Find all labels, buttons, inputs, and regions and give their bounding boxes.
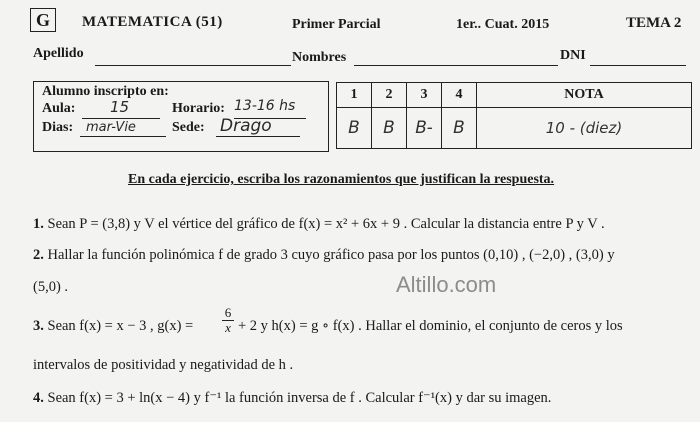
grade-value-row [337, 108, 692, 149]
exercise-3-text-b: + 2 y h(x) = g ∘ f(x) . Hallar el dominio, el conjunto de ceros y los [238, 318, 623, 334]
nota-header: NOTA [477, 83, 692, 108]
fraction-denominator: x [222, 320, 234, 335]
apellido-label: Apellido [33, 46, 84, 61]
exercise-3-line2: intervalos de positividad y negatividad de h . [33, 357, 294, 373]
exam-term: 1er.. Cuat. 2015 [456, 17, 550, 32]
exercise-4 [33, 390, 551, 407]
sede-value: Drago [220, 116, 272, 136]
instruction-text: En cada ejercicio, escriba los razonamientos que justifican la respuesta. [128, 172, 555, 187]
dias-line [80, 136, 166, 137]
exercise-2-number: 2. [33, 247, 44, 263]
exercise-3-text-a: Sean f(x) = x − 3 , g(x) = [47, 318, 194, 334]
watermark-text: Altillo.com [396, 272, 497, 297]
nombres-label: Nombres [292, 50, 347, 65]
nombres-line [354, 65, 558, 66]
dni-label: DNI [560, 48, 586, 63]
exercise-1-text: Sean P = (3,8) y V el vértice del gráfico de f(x) = x² + 6x + 9 . Calcular la distancia entre P y V . [47, 216, 605, 232]
fraction [222, 306, 234, 335]
grade-value-3: B- [407, 108, 442, 149]
tema-label: TEMA 2 [626, 15, 682, 31]
tema-letter-box: G [30, 8, 56, 32]
exercise-4-text: Sean f(x) = 3 + ln(x − 4) y f⁻¹ la función inversa de f . Calcular f⁻¹(x) y dar su imagen. [47, 390, 552, 406]
sede-label: Sede: [172, 120, 205, 135]
nota-value: 10 - (diez) [477, 108, 692, 149]
exercise-1-number: 1. [33, 216, 44, 232]
exercise-2-line2: (5,0) . [33, 279, 69, 295]
grade-value-1: B [337, 108, 372, 149]
apellido-line [95, 65, 291, 66]
exercise-2-text: Hallar la función polinómica f de grado 3 cuyo gráfico pasa por los puntos (0,10) , (−2,0) , (3,0) y [47, 247, 615, 263]
sede-line [216, 136, 300, 137]
grade-header-2: 2 [372, 83, 407, 108]
exercise-1 [33, 216, 605, 233]
exercise-4-number: 4. [33, 390, 44, 406]
grade-value-2: B [372, 108, 407, 149]
grade-header-4: 4 [442, 83, 477, 108]
subject-title: MATEMATICA (51) [82, 14, 223, 30]
exercise-2 [33, 247, 615, 264]
aula-line [82, 118, 160, 119]
dias-label: Dias: [42, 120, 74, 135]
horario-value: 13-16 hs [234, 98, 296, 114]
grade-header-row [337, 83, 692, 108]
exercise-3-number: 3. [33, 318, 44, 334]
fraction-numerator: 6 [224, 305, 232, 320]
exercise-3 [33, 318, 193, 335]
dni-line [590, 65, 686, 66]
grade-header-1: 1 [337, 83, 372, 108]
dias-value: mar-Vie [86, 120, 136, 135]
grade-table [336, 82, 692, 149]
grade-header-3: 3 [407, 83, 442, 108]
grade-value-4: B [442, 108, 477, 149]
exam-name: Primer Parcial [292, 17, 381, 32]
aula-value: 15 [110, 98, 130, 116]
student-enrollment-box [33, 81, 329, 152]
horario-label: Horario: [172, 101, 225, 116]
enrollment-title: Alumno inscripto en: [42, 84, 169, 99]
aula-label: Aula: [42, 101, 76, 116]
